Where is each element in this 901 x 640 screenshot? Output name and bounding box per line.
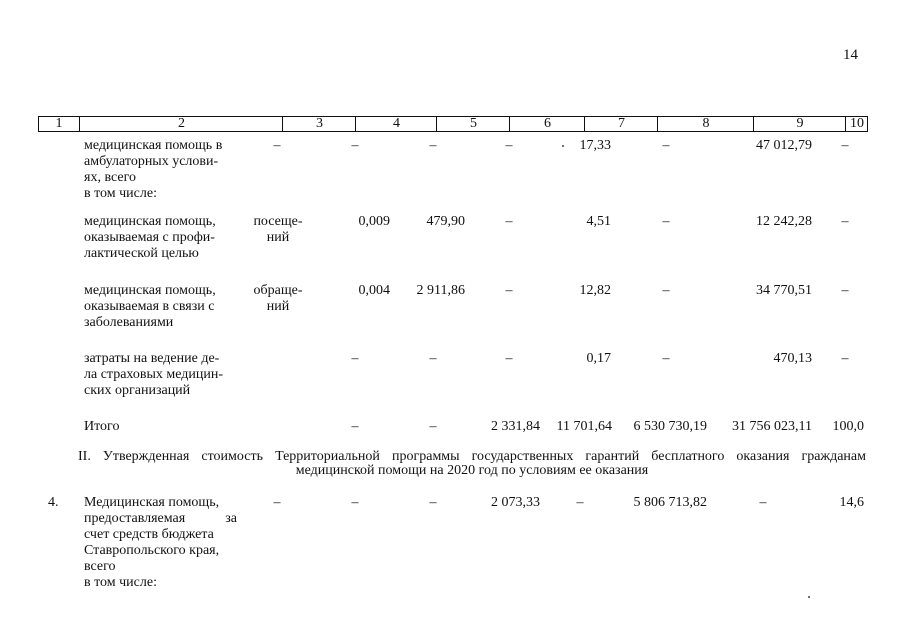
row-label-line: медицинская помощь в xyxy=(84,138,223,153)
cell-col5: – xyxy=(429,351,437,366)
row-label-line: медицинская помощь, xyxy=(84,283,216,298)
cell-col6: 2 073,33 xyxy=(491,495,540,510)
row-label-line: оказываемая с профи- xyxy=(84,230,215,245)
cell-col8: – xyxy=(662,138,670,153)
cell-col7: 17,33 xyxy=(579,138,611,153)
row-label-line: всего xyxy=(84,559,116,574)
cell-col10: – xyxy=(841,138,849,153)
cell-col5: 479,90 xyxy=(426,214,465,229)
cell-col4: – xyxy=(351,138,359,153)
cell-col9: 12 242,28 xyxy=(756,214,812,229)
row-label-line: лактической целью xyxy=(84,246,199,261)
cell-col7: 11 701,64 xyxy=(556,419,612,434)
cell-col5: – xyxy=(429,419,437,434)
header-col-10: 10 xyxy=(845,117,868,131)
row-unit: посеще- xyxy=(253,214,303,229)
cell-col9: 470,13 xyxy=(773,351,812,366)
cell-col4: 0,004 xyxy=(358,283,390,298)
header-col-1: 1 xyxy=(55,116,63,131)
cell-col4: – xyxy=(351,495,359,510)
header-col-5: 5 xyxy=(436,117,510,131)
row-label-line: оказываемая в связи с xyxy=(84,299,215,314)
cell-col4: – xyxy=(351,351,359,366)
header-col-7: 7 xyxy=(584,117,658,131)
cell-col5: 2 911,86 xyxy=(416,283,465,298)
cell-col10: 14,6 xyxy=(839,495,864,510)
cell-col10: – xyxy=(841,214,849,229)
cell-col3: – xyxy=(273,495,281,510)
cell-col4: – xyxy=(351,419,359,434)
cell-col6: – xyxy=(505,283,513,298)
row-label-line: предоставляемая за xyxy=(84,511,237,526)
row-unit: ний xyxy=(266,299,290,314)
cell-col6: – xyxy=(505,351,513,366)
cell-col8: – xyxy=(662,351,670,366)
row-unit: обраще- xyxy=(253,283,303,298)
cell-col6: – xyxy=(505,138,513,153)
row-label-line: ла страховых медицин- xyxy=(84,367,224,382)
cell-col6: 2 331,84 xyxy=(491,419,540,434)
row-label-line: ских организаций xyxy=(84,383,191,398)
header-col-8: 8 xyxy=(657,117,754,131)
cell-col9: 47 012,79 xyxy=(756,138,812,153)
header-col-9: 9 xyxy=(753,117,846,131)
cell-col4: 0,009 xyxy=(358,214,390,229)
header-col-2: 2 xyxy=(79,117,283,131)
cell-col8: – xyxy=(662,283,670,298)
scan-speck xyxy=(562,145,564,147)
cell-col10: – xyxy=(841,351,849,366)
header-col-6: 6 xyxy=(509,117,585,131)
cell-col7: – xyxy=(576,495,584,510)
cell-col7: 12,82 xyxy=(579,283,611,298)
cell-col9: 31 756 023,11 xyxy=(732,419,812,434)
section-title: II. Утвержденная стоимость Территориальной программы государственных гарантий бесплатного оказания гражданам медицинской помощи на 2020 год по условиям ее оказания xyxy=(78,449,866,478)
row-label-line: затраты на ведение де- xyxy=(84,351,220,366)
header-col-3: 3 xyxy=(282,117,356,131)
row-label-line: счет средств бюджета xyxy=(84,527,214,542)
row-label-line: медицинская помощь, xyxy=(84,214,216,229)
row-label-line: в том числе: xyxy=(84,575,157,590)
cell-col8: 5 806 713,82 xyxy=(633,495,707,510)
cell-col10: 100,0 xyxy=(832,419,864,434)
row-label-line: ях, всего xyxy=(84,170,136,185)
row-unit: – xyxy=(273,138,281,153)
row-label-line: Ставропольского края, xyxy=(84,543,220,558)
cell-col8: – xyxy=(662,214,670,229)
row-label-line: Итого xyxy=(84,419,120,434)
cell-col7: 0,17 xyxy=(586,351,611,366)
header-col-4: 4 xyxy=(355,117,437,131)
table-header-row xyxy=(38,116,868,132)
row-label-line: амбулаторных услови- xyxy=(84,154,219,169)
cell-col9: – xyxy=(759,495,767,510)
cell-col10: – xyxy=(841,283,849,298)
cell-col8: 6 530 730,19 xyxy=(633,419,707,434)
page-number: 14 xyxy=(843,47,858,63)
row-unit: ний xyxy=(266,230,290,245)
row-label-line: заболеваниями xyxy=(84,315,174,330)
scan-speck xyxy=(808,596,810,598)
row-label-line: Медицинская помощь, xyxy=(84,495,220,510)
cell-col7: 4,51 xyxy=(586,214,611,229)
cell-col5: – xyxy=(429,495,437,510)
cell-col6: – xyxy=(505,214,513,229)
row-label-line: в том числе: xyxy=(84,186,157,201)
cell-col5: – xyxy=(429,138,437,153)
cell-col9: 34 770,51 xyxy=(756,283,812,298)
row-number: 4. xyxy=(48,495,59,510)
